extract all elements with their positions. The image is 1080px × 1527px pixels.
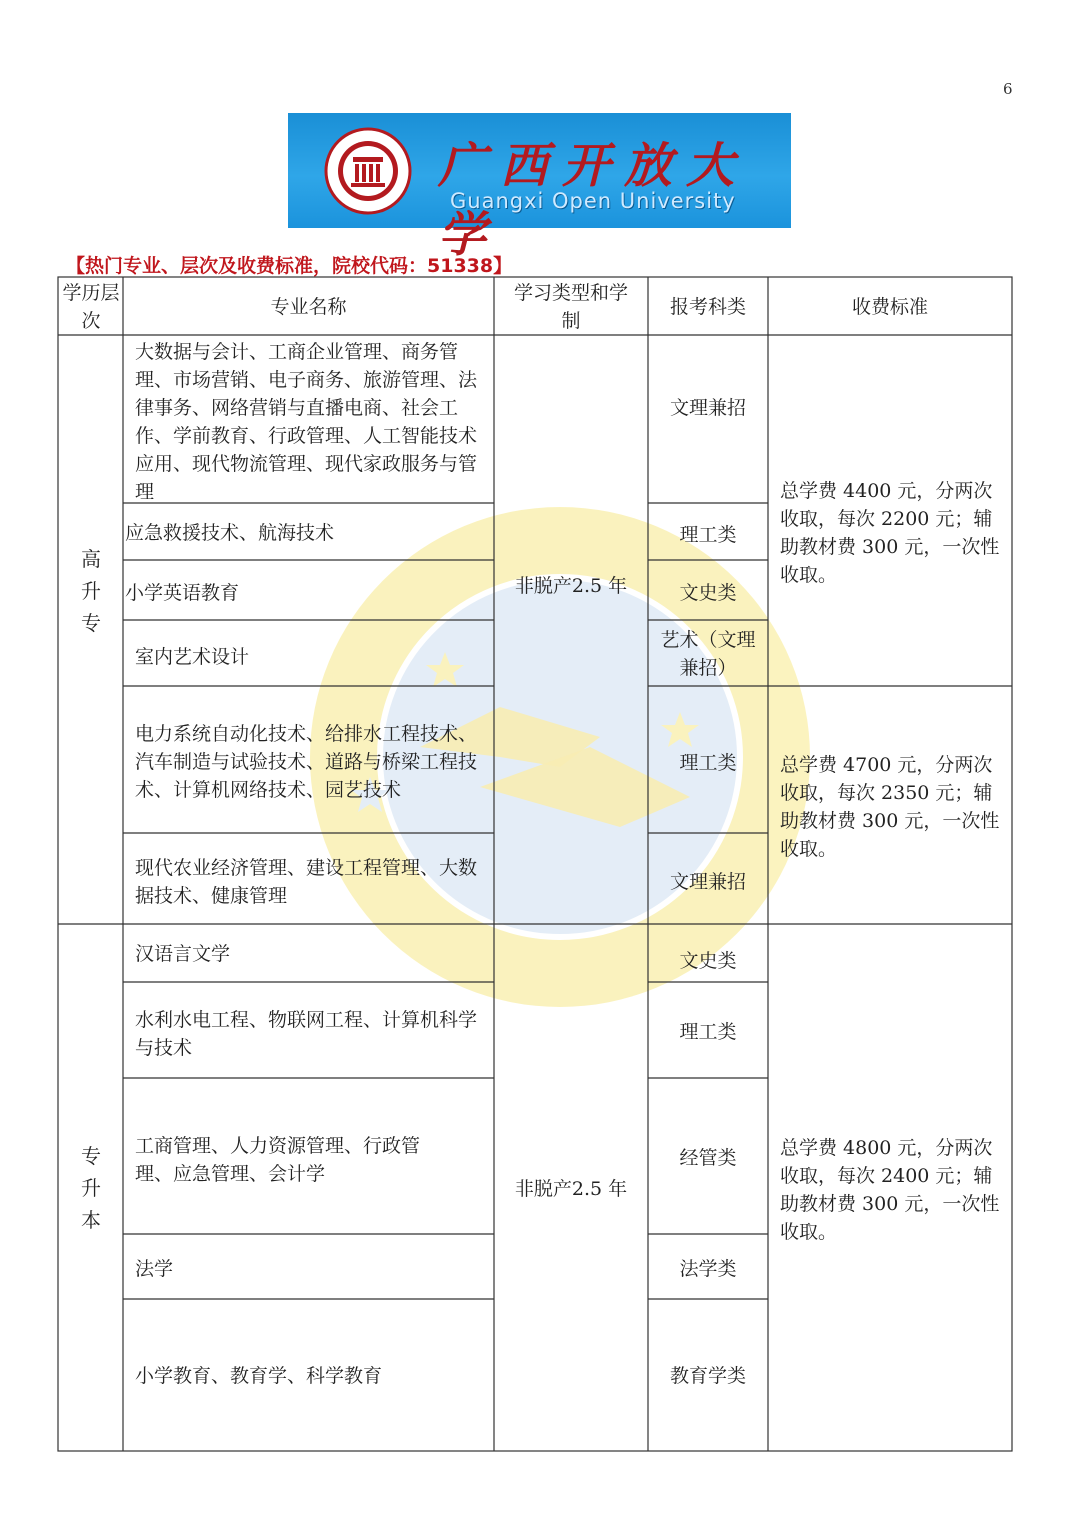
header-level: 学历层次 [62,282,120,332]
section-title: 【热门专业、层次及收费标准，院校代码：51338】 [66,255,513,277]
major-cell: 小学英语教育 [125,582,240,604]
major-cell: 法学 [135,1258,174,1280]
category-cell: 理工类 [679,1021,737,1043]
major-cell: 工商管理、人力资源管理、行政管理、应急管理、会计学 [135,1135,421,1185]
category-cell: 文史类 [679,950,737,972]
university-name-en: Guangxi Open University [450,189,736,213]
major-cell: 大数据与会计、工商企业管理、商务管理、市场营销、电子商务、旅游管理、法律事务、网络营销与直播电商、社会工作、学前教育、行政管理、人工智能技术应用、现代物流管理、现代家政服务与管理 [135,341,478,503]
major-cell: 水利水电工程、物联网工程、计算机科学与技术 [135,1009,478,1059]
fee-cell: 总学费 4400 元，分两次收取，每次 2200 元；辅助教材费 300 元，一次性收取。 [780,480,1000,586]
header-study-type: 学习类型和学制 [513,282,628,332]
category-cell: 文史类 [679,582,737,604]
major-cell: 现代农业经济管理、建设工程管理、大数据技术、健康管理 [135,857,478,907]
major-cell: 小学教育、教育学、科学教育 [135,1365,383,1387]
major-cell: 电力系统自动化技术、给排水工程技术、汽车制造与试验技术、道路与桥梁工程技术、计算机网络技术、园艺技术 [135,723,478,801]
level-name: 高升专 [81,547,101,635]
study-type: 非脱产2.5 年 [514,1178,628,1200]
category-cell: 理工类 [679,752,737,774]
category-cell: 文理兼招 [669,871,746,893]
page-number: 6 [1003,80,1013,98]
fee-cell: 总学费 4700 元，分两次收取，每次 2350 元；辅助教材费 300 元，一次性收取。 [780,754,1000,860]
level-name: 专升本 [81,1144,101,1232]
major-cell: 汉语言文学 [135,943,231,965]
fee-cell: 总学费 4800 元，分两次收取，每次 2400 元；辅助教材费 300 元，一次性收取。 [780,1137,1000,1243]
category-cell: 法学类 [679,1258,737,1280]
study-type: 非脱产2.5 年 [514,575,628,597]
category-cell: 教育学类 [669,1365,746,1387]
header-category: 报考科类 [669,296,746,318]
category-cell: 艺术（文理兼招） [660,629,756,679]
category-cell: 文理兼招 [669,397,746,419]
major-cell: 应急救援技术、航海技术 [125,522,335,544]
category-cell: 经管类 [679,1147,737,1169]
major-cell: 室内艺术设计 [135,646,250,668]
category-cell: 理工类 [679,524,737,546]
header-fee: 收费标准 [851,296,928,318]
header-major: 专业名称 [270,296,347,318]
university-name-cn: 广西开放大学 [438,138,749,263]
